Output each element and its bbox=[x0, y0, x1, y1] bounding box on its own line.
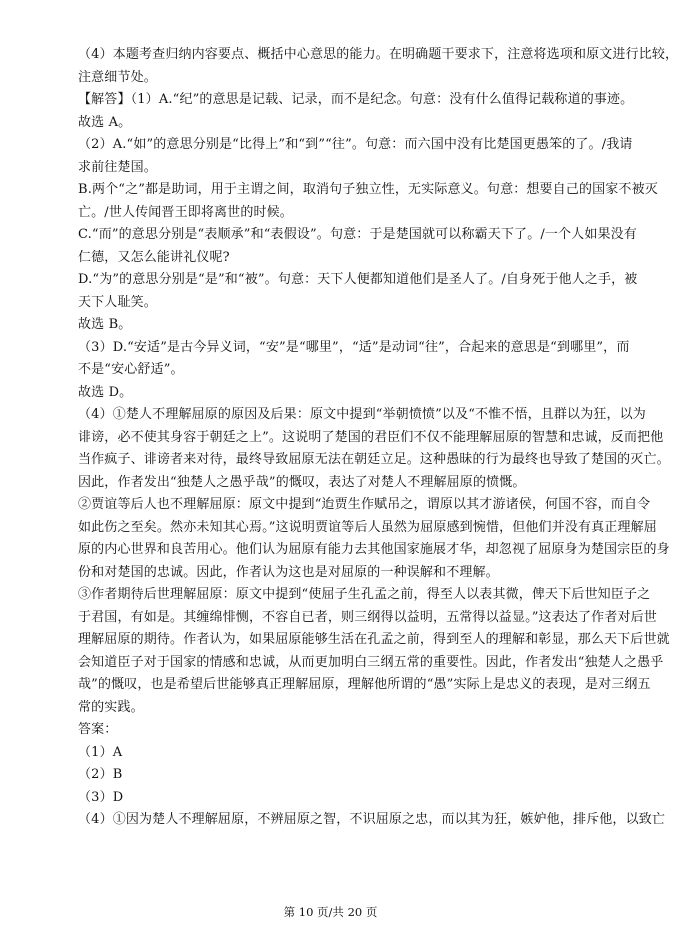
page-footer: 第 10 页/共 20 页 bbox=[283, 905, 378, 919]
text-line: ③作者期待后世理解屈原：原文中提到“使屈子生孔孟之前，得至人以表其微，俾天下后世知臣子之 bbox=[78, 587, 651, 602]
text-line: 注意细节处。 bbox=[78, 69, 157, 85]
answer-item: （1）A bbox=[78, 744, 123, 760]
text-line: 故选 B。 bbox=[78, 317, 132, 332]
answer-heading-line: 【解答】（1）A.“纪”的意思是记载、记录，而不是纪念。句意：没有什么值得记载称道的事迹。 bbox=[78, 92, 634, 107]
text-line: 理解屈原的期待。作者认为，如果屈原能够生活在孔孟之前，得到至人的理解和彰显，那么天下后世就 bbox=[78, 632, 670, 647]
text-line: D.“为”的意思分别是“是”和“被”。句意：天下人便都知道他们是圣人了。/自身死于他人之手，被 bbox=[78, 272, 638, 287]
text-line: （2）A.“如”的意思分别是“比得上”和“到”“往”。句意：而六国中没有比楚国更愚笨的了。/我请 bbox=[78, 137, 633, 152]
text-line: （3）D.“安适”是古今异义词，“安”是“哪里”，“适”是动词“往”，合起来的意思是“到哪里”，而 bbox=[78, 339, 630, 355]
text-line: 于君国，有如是。其缠绵悱恻，不容自已者，则三纲得以益明，五常得以益显。”这表达了作者对后世 bbox=[78, 609, 657, 625]
answer-label-line: 答案： bbox=[78, 722, 118, 737]
text-line: 求前往楚国。 bbox=[78, 159, 157, 175]
text-line: （4）本题考查归纳内容要点、概括中心意思的能力。在明确题干要求下，注意将选项和原文进行比较， bbox=[78, 47, 678, 62]
text-line: 仁德，又怎么能讲礼仪呢? bbox=[78, 249, 230, 265]
text-line: 原的内心世界和良苦用心。他们认为屈原有能力去其他国家施展才华，却忽视了屈原身为楚国宗臣的身 bbox=[78, 542, 670, 557]
answer-item: （2）B bbox=[78, 767, 123, 782]
text-line: ②贾谊等后人也不理解屈原：原文中提到“迨贾生作赋吊之，谓原以其才游诸侯，何国不容，而自令 bbox=[78, 497, 651, 512]
text-line: 故选 D。 bbox=[78, 384, 133, 400]
answer-item: （4）①因为楚人不理解屈原，不辨屈原之智，不识屈原之忠，而以其为狂，嫉妒他，排斥他，以致亡 bbox=[78, 812, 666, 827]
text-line: 故选 A。 bbox=[78, 114, 132, 130]
text-line: 常的实践。 bbox=[78, 699, 144, 715]
text-line: （4）①楚人不理解屈原的原因及后果：原文中提到“举朝愤愤”以及“不惟不悟，且群以为狂，以为 bbox=[78, 407, 646, 422]
text-line: 当作疯子、诽谤者来对待，最终导致屈原无法在朝廷立足。这种愚昧的行为最终也导致了楚国的灭亡。 bbox=[78, 452, 670, 467]
text-line: 份和对楚国的忠诚。因此，作者认为这也是对屈原的一种误解和不理解。 bbox=[78, 564, 499, 580]
text-line: 不是“安心舒适”。 bbox=[78, 362, 184, 377]
answer-item: （3）D bbox=[78, 789, 124, 805]
text-line: 哉”的慨叹，也是希望后世能够真正理解屈原，理解他所谓的“愚”实际上是忠义的表现，是对三纲五 bbox=[78, 677, 651, 692]
text-line: B.两个“之”都是助词，用于主谓之间，取消句子独立性，无实际意义。句意：想要自己的国家不被灭 bbox=[78, 182, 658, 197]
text-line: 因此，作者发出“独楚人之愚乎哉”的慨叹，表达了对楚人不理解屈原的愤慨。 bbox=[78, 474, 526, 490]
text-line: C.“而”的意思分别是“表顺承”和“表假设”。句意：于是楚国就可以称霸天下了。/一个人如果没有 bbox=[78, 227, 637, 242]
text-line: 如此伤之至矣。然亦未知其心焉。”这说明贾谊等后人虽然为屈原感到惋惜，但他们并没有真正理解屈 bbox=[78, 519, 657, 535]
document-body bbox=[78, 44, 678, 832]
text-line: 诽谤，必不使其身容于朝廷之上”。这说明了楚国的君臣们不仅不能理解屈原的智慧和忠诚，反而把他 bbox=[78, 429, 664, 445]
text-line: 天下人耻笑。 bbox=[78, 294, 157, 310]
text-line: 会知道臣子对于国家的情感和忠诚，从而更加明白三纲五常的重要性。因此，作者发出“独楚人之愚乎 bbox=[78, 654, 664, 670]
text-line: 亡。/世人传闻晋王即将离世的时候。 bbox=[78, 204, 293, 220]
